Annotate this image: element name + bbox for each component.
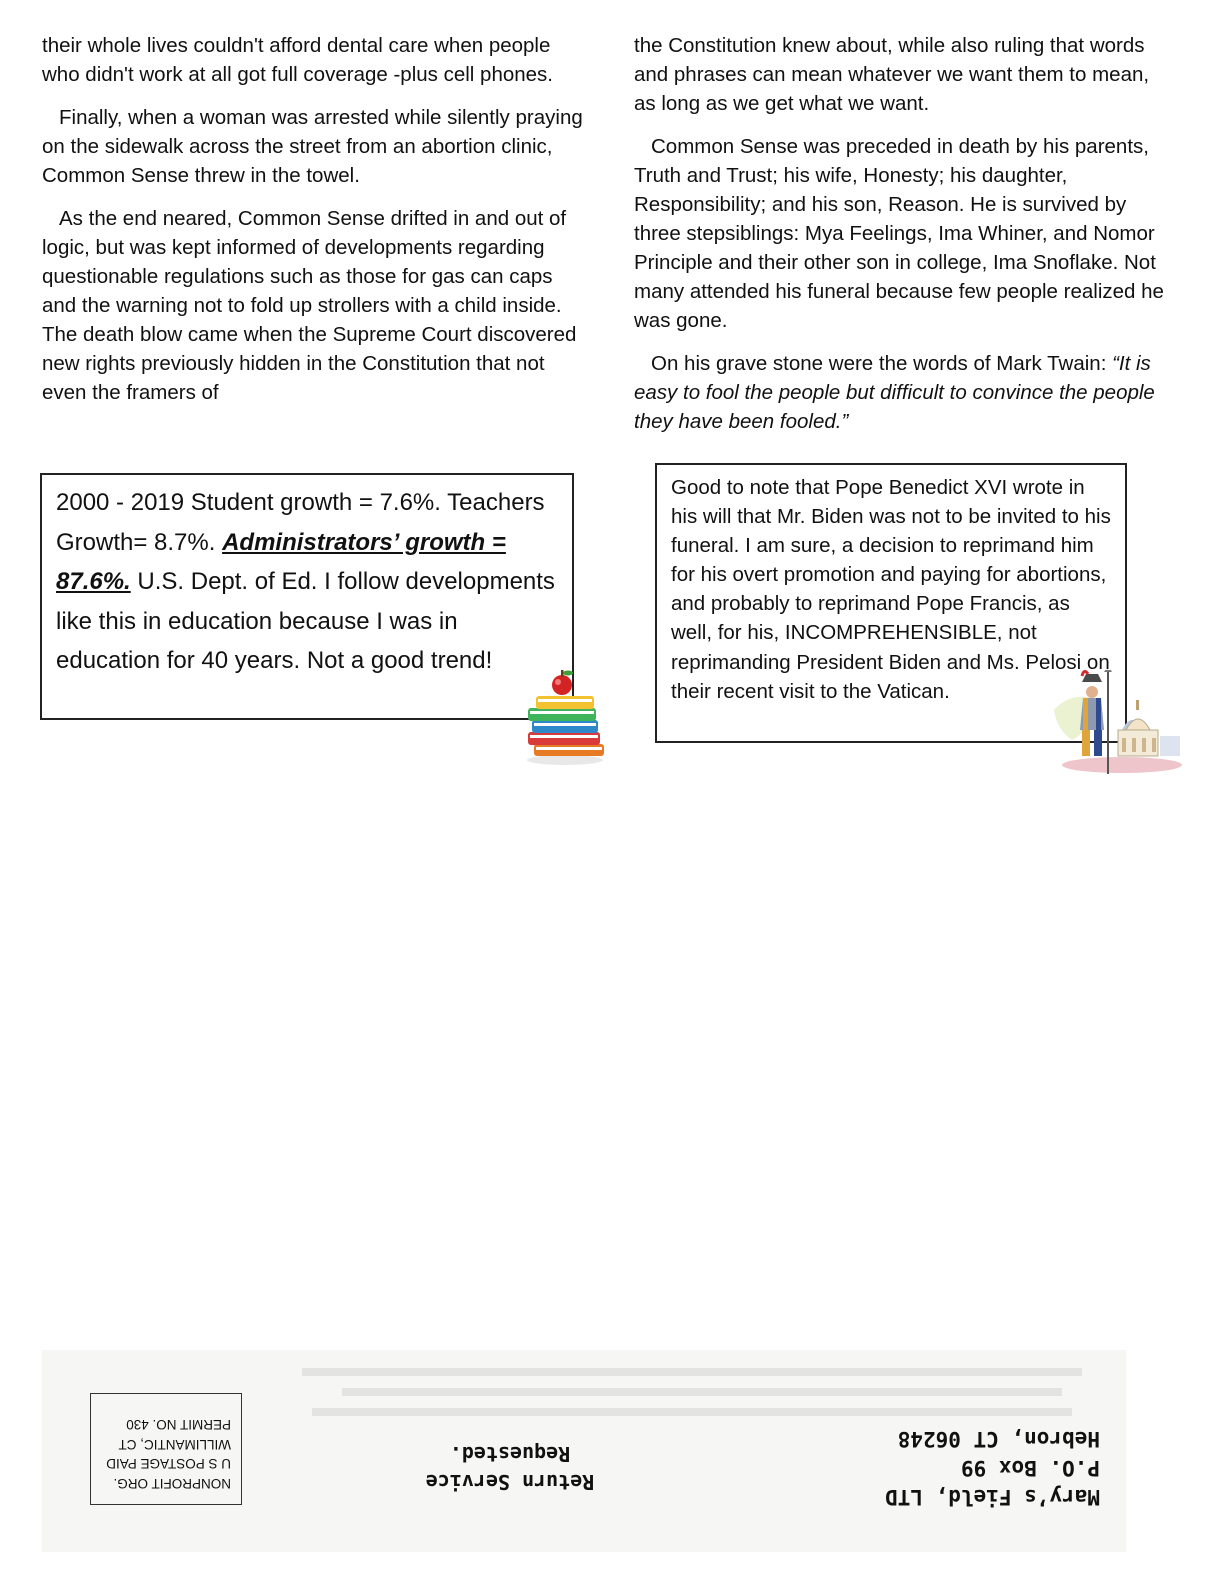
permit-line-2: U S POSTAGE PAID [106,1456,231,1472]
left-paragraph-1: their whole lives couldn't afford dental care when people who didn't work at all got full coverage -plus cell phones. [42,34,553,86]
right-paragraph-1: the Constitution knew about, while also ruling that words and phrases can mean whatever we want them to mean, as long as we get what we want. [634,34,1150,115]
right-column [634,31,1174,450]
left-column [42,31,587,421]
administrators-growth-emphasis: Administrators’ growth = 87.6%. [56,528,506,595]
postage-permit-box [90,1393,242,1505]
twain-quote: “It is easy to fool the people but difficult to convince the people they have been fooled.” [634,352,1155,433]
bleed-through-text-shape [302,1360,1102,1430]
education-text-b: U.S. Dept. of Ed. I follow developments like this in education because I was in education for 40 years. Not a good trend! [56,568,555,674]
address-line-1: Mary’s Field, LTD [885,1485,1100,1509]
return-service-line-2: Requested. [449,1442,571,1466]
education-growth-box [40,473,574,720]
return-address [850,1421,1100,1511]
permit-line-4: PERMIT NO. 430 [126,1417,231,1433]
return-service-line-1: Return Service [425,1470,595,1494]
books-with-apple-icon [522,668,608,766]
left-paragraph-2: Finally, when a woman was arrested while silently praying on the sidewalk across the street from an abortion clinic, Common Sense threw in the towel. [42,106,583,187]
permit-line-3: WILLIMANTIC, CT [118,1437,231,1452]
twain-lead: On his grave stone were the words of Mark Twain: [651,352,1113,375]
swiss-guard-vatican-icon [1052,670,1184,780]
address-line-2: P.O. Box 99 [960,1456,1100,1480]
return-service-requested [410,1432,610,1496]
address-line-3: Hebron, CT 06248 [897,1427,1100,1451]
mailing-panel [42,1350,1126,1552]
pope-box-text: Good to note that Pope Benedict XVI wrote in his will that Mr. Biden was not to be invited to his funeral. I am sure, a decision to reprimand him for his overt promotion and paying for abortions, and probably to reprimand Pope Francis, as well, for his, INCOMPREHENSIBLE, not reprimanding President Biden and Ms. Pelosi on their recent visit to the Vatican. [671,476,1111,703]
right-paragraph-3 [634,349,1174,436]
left-paragraph-3: As the end neared, Common Sense drifted in and out of logic, but was kept informed of developments regarding questionable regulations such as those for gas can caps and the warning not to fold up strollers with a child inside. The death blow came when the Supreme Court discovered new rights previously hidden in the Constitution that not even the framers of [42,207,577,404]
right-paragraph-2: Common Sense was preceded in death by his parents, Truth and Trust; his wife, Honesty; his daughter, Responsibility; and his son, Reason. He is survived by three stepsiblings: Mya Feelings, Ima Whiner, and Nomor Principle and their other son in college, Ima Snoflake. Not many attended his funeral because few people realized he was gone. [634,135,1164,332]
education-text-a: 2000 - 2019 Student growth = 7.6%. Teachers Growth= 8.7%. [56,489,545,556]
permit-line-1: NONPROFIT ORG. [113,1476,231,1491]
